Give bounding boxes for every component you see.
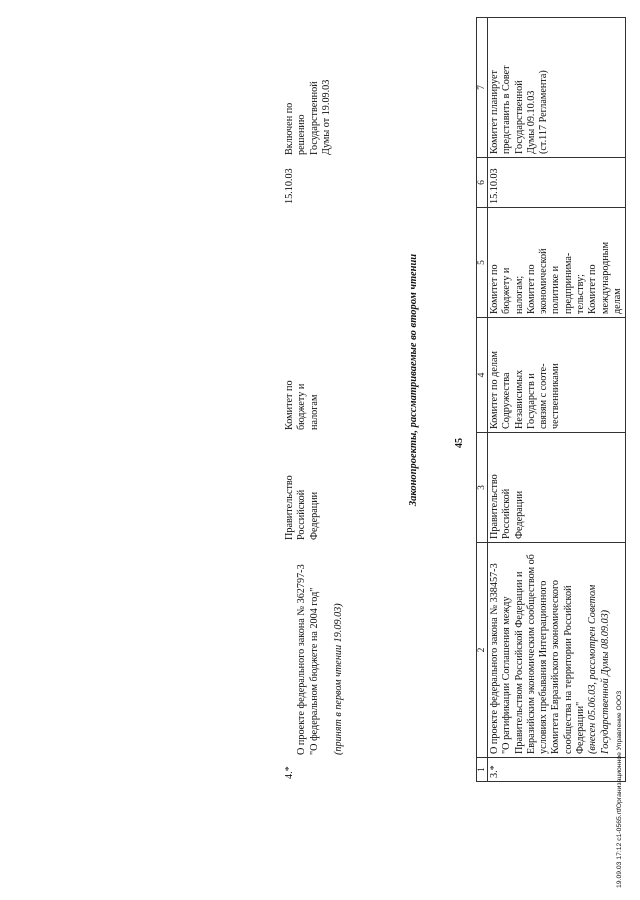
- table-row: [488, 18, 626, 782]
- committee-cell: Комитет по делам Содружества Независимых Государств и связям с соотe- чественниками: [488, 318, 626, 433]
- table-header-row: [477, 18, 488, 782]
- bill-note: (внесен 05.06.03, рассмотрен Советом Государственной Думы 08.09.03): [587, 584, 611, 754]
- row4-date: 15.10.03: [284, 168, 295, 204]
- remark-cell: Комитет планирует представить в Совет Государственной Думы 09.10.03 (ст.117 Регламента): [488, 18, 626, 158]
- row4-author: Правительство Российской Федерации: [284, 475, 320, 540]
- row4-number: 4.*: [284, 766, 295, 779]
- section-heading: Законопроекты, рассматриваемые во втором чтении: [408, 253, 419, 507]
- bill-cell: [488, 543, 626, 758]
- row4-committee: Комитет по бюджету и налогам: [284, 380, 320, 430]
- column-header: 1: [477, 758, 488, 782]
- page-number: 45: [454, 438, 465, 448]
- column-header: 6: [477, 158, 488, 208]
- row4-bill-note: (принят в первом чтении 19.09.03): [333, 603, 345, 755]
- row4-bill-title: О проекте федерального закона № 362797-3 "О федеральном бюджете на 2004 год": [296, 564, 320, 755]
- column-header: 7: [477, 18, 488, 158]
- row4-remark: Включен по решению Государственной Думы от 19.09.03: [284, 79, 332, 155]
- row-number: 3.*: [488, 758, 626, 782]
- column-header: 4: [477, 318, 488, 433]
- co-committees-cell: Комитет по бюджету и налогам; Комитет по экономической политике и предпринима- тельству; Комитет по международным делам: [488, 208, 626, 318]
- author-cell: Правительство Российской Федерации: [488, 433, 626, 543]
- row4-bill-cell: [284, 540, 358, 755]
- page-footer: 19.09.03 17:12 c1-0565.rtfОрганизационное Управление ООО3: [616, 690, 623, 888]
- bill-title: О проекте федерального закона № 338457-3 "О ратификации Соглашения между Правительством Российской Федерации и Евразийским экономическим сообществом об условиях пребывания Интеграционного Комитета Евразийского экономического сообщества на территории Российской Федерации": [489, 554, 587, 754]
- date-cell: 15.10.03: [488, 158, 626, 208]
- column-header: 3: [477, 433, 488, 543]
- column-header: 2: [477, 543, 488, 758]
- column-header: 5: [477, 208, 488, 318]
- agenda-table: [476, 17, 626, 782]
